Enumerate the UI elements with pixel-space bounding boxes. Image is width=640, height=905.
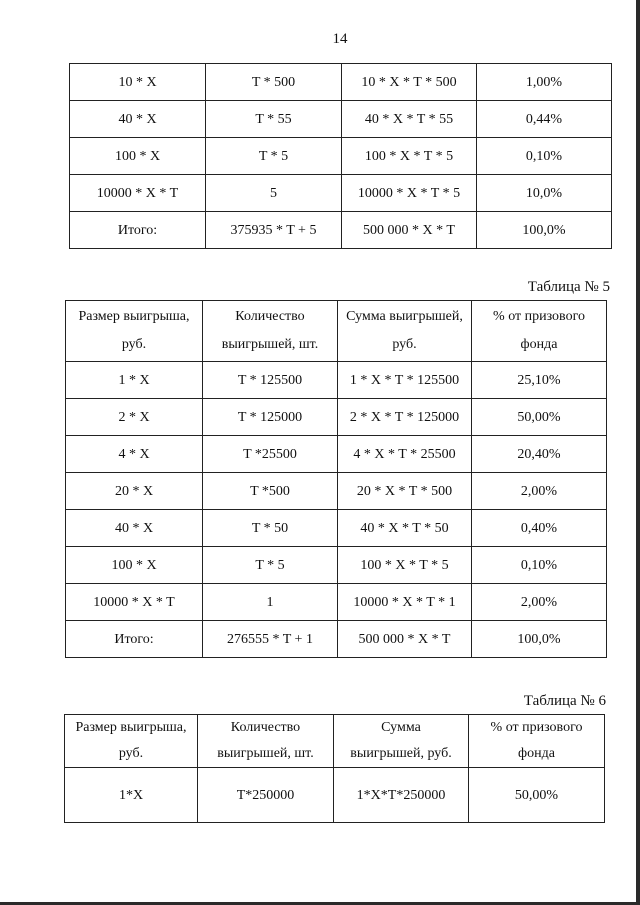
header-line: % от призового	[493, 309, 585, 324]
header-line: Размер выигрыша,	[78, 309, 190, 324]
table-row	[65, 768, 605, 823]
table-cell: 20,40%	[472, 436, 607, 473]
table-row	[70, 101, 612, 138]
table-cell: 4 * X * T * 25500	[338, 436, 472, 473]
table-cell: T * 125000	[203, 399, 338, 436]
header-cell-prize-size	[66, 301, 203, 362]
table-cell: 50,00%	[472, 399, 607, 436]
table-cell: 0,10%	[477, 138, 612, 175]
table-row	[70, 64, 612, 101]
table-cell: T * 50	[203, 510, 338, 547]
page-number: 14	[332, 31, 348, 47]
header-cell-count	[198, 715, 334, 768]
table-cell: 10,0%	[477, 175, 612, 212]
table-continued-body	[70, 64, 612, 249]
table-row	[70, 175, 612, 212]
table-cell: 10 * X	[70, 64, 206, 101]
table-cell: 40 * X	[70, 101, 206, 138]
header-line: Количество	[235, 309, 305, 324]
table-cell: 100 * X * T * 5	[342, 138, 477, 175]
table-cell: 100,0%	[477, 212, 612, 249]
table-6-body	[65, 715, 605, 823]
header-line: выигрышей, руб.	[350, 746, 452, 761]
table-row	[66, 547, 607, 584]
table-cell: 10000 * X * T	[66, 584, 203, 621]
header-line: Размер выигрыша,	[75, 720, 187, 735]
table-cell: Итого:	[66, 621, 203, 658]
table-header-row	[66, 301, 607, 362]
table-6-caption: Таблица № 6	[523, 693, 606, 709]
page-edge-right	[636, 0, 640, 905]
table-5	[65, 300, 607, 658]
table-cell: T*250000	[198, 768, 334, 823]
table-header-row	[65, 715, 605, 768]
table-row	[66, 362, 607, 399]
table-cell: 2,00%	[472, 584, 607, 621]
header-line: фонда	[520, 337, 558, 352]
table-row	[66, 399, 607, 436]
header-line: Количество	[230, 720, 301, 735]
header-cell-percent	[469, 715, 605, 768]
header-line: руб.	[392, 337, 417, 352]
table-cell: 5	[206, 175, 342, 212]
table-row	[66, 584, 607, 621]
table-cell: 1,00%	[477, 64, 612, 101]
table-cell: 1	[203, 584, 338, 621]
table-cell: T * 5	[206, 138, 342, 175]
table-row	[66, 510, 607, 547]
table-cell: 100 * X	[66, 547, 203, 584]
header-line: фонда	[518, 746, 555, 761]
table-cell: 25,10%	[472, 362, 607, 399]
table-cell: 2,00%	[472, 473, 607, 510]
table-row	[66, 473, 607, 510]
table-cell: 0,10%	[472, 547, 607, 584]
table-cell: 50,00%	[469, 768, 605, 823]
table-5-caption: Таблица № 5	[527, 279, 610, 295]
table-cell: 1 * X	[66, 362, 203, 399]
table-cell: 40 * X	[66, 510, 203, 547]
table-cell: T *25500	[203, 436, 338, 473]
table-cell: 100,0%	[472, 621, 607, 658]
header-cell-count	[203, 301, 338, 362]
table-total-row	[70, 212, 612, 249]
table-cell: 1*X*T*250000	[334, 768, 469, 823]
table-cell: 20 * X	[66, 473, 203, 510]
table-cell: T * 125500	[203, 362, 338, 399]
header-line: выигрышей, шт.	[221, 337, 319, 352]
table-cell: 20 * X * T * 500	[338, 473, 472, 510]
header-line: руб.	[121, 337, 147, 352]
table-cell: 10 * X * T * 500	[342, 64, 477, 101]
table-cell: 2 * X	[66, 399, 203, 436]
table-cell: 500 000 * X * T	[342, 212, 477, 249]
table-row	[70, 138, 612, 175]
table-cell: 1*X	[65, 768, 198, 823]
table-6	[64, 714, 605, 823]
table-cell: 276555 * T + 1	[203, 621, 338, 658]
table-cell: 100 * X * T * 5	[338, 547, 472, 584]
table-cell: 40 * X * T * 50	[338, 510, 472, 547]
table-total-row	[66, 621, 607, 658]
table-cell: 1 * X * T * 125500	[338, 362, 472, 399]
header-line: руб.	[118, 746, 144, 761]
header-line: % от призового	[490, 720, 583, 735]
table-cell: T *500	[203, 473, 338, 510]
header-cell-percent	[472, 301, 607, 362]
table-cell: T * 500	[206, 64, 342, 101]
table-continued	[69, 63, 612, 249]
table-cell: 0,40%	[472, 510, 607, 547]
header-line: выигрышей, шт.	[217, 746, 314, 761]
table-cell: Итого:	[70, 212, 206, 249]
table-cell: 10000 * X * T	[70, 175, 206, 212]
table-cell: T * 5	[203, 547, 338, 584]
header-cell-prize-size	[65, 715, 198, 768]
table-cell: 375935 * T + 5	[206, 212, 342, 249]
table-row	[66, 436, 607, 473]
table-cell: 100 * X	[70, 138, 206, 175]
table-cell: T * 55	[206, 101, 342, 138]
table-cell: 4 * X	[66, 436, 203, 473]
header-cell-sum	[334, 715, 469, 768]
header-line: Сумма	[381, 720, 421, 735]
table-cell: 10000 * X * T * 5	[342, 175, 477, 212]
table-cell: 2 * X * T * 125000	[338, 399, 472, 436]
table-cell: 500 000 * X * T	[338, 621, 472, 658]
table-5-body	[66, 301, 607, 658]
table-cell: 10000 * X * T * 1	[338, 584, 472, 621]
header-cell-sum	[338, 301, 472, 362]
table-cell: 40 * X * T * 55	[342, 101, 477, 138]
header-line: Сумма выигрышей,	[346, 309, 463, 324]
table-cell: 0,44%	[477, 101, 612, 138]
